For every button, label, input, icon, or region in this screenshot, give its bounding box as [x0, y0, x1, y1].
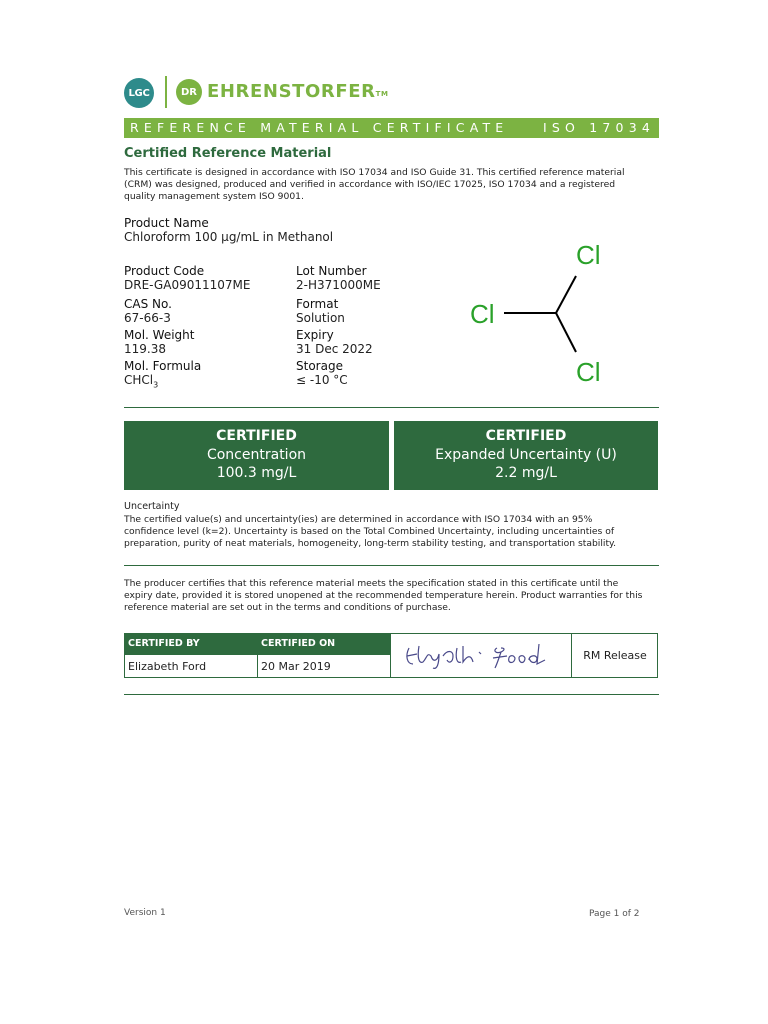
format-label: Format	[296, 297, 339, 311]
uncertainty-text: The certified value(s) and uncertainty(ies) are determined in accordance with ISO 17034 with an 95% confidence level (k=2). Uncertainty is based on the Total Combined Uncertainty, including uncertainties of preparation, purity of neat materials, homogeneity, long-term stability testing, and transportation stability.	[124, 514, 617, 549]
product-name-value: Chloroform 100 µg/mL in Methanol	[124, 230, 334, 244]
certified-by-header: CERTIFIED BY	[125, 634, 258, 654]
concentration-label: Concentration	[206, 447, 307, 463]
bond-bottom	[556, 313, 576, 352]
product-code-value: DRE-GA09011107ME	[124, 278, 251, 292]
mol-formula-label: Mol. Formula	[124, 359, 202, 373]
atom-cl-bottom: Cl	[576, 357, 601, 387]
concentration-value: 100.3 mg/L	[216, 465, 297, 481]
brand-name	[207, 79, 389, 105]
certified-on-value: 20 Mar 2019	[258, 654, 390, 678]
signature-first-name	[407, 646, 481, 668]
producer-statement: The producer certifies that this reference material meets the specification stated in this certificate until the expiry date, provided it is stored unopened at the recommended temperature herein. Product warranties for this reference material are set out in the terms and conditions of purchase.	[124, 578, 643, 613]
banner-standard: ISO 17034	[543, 120, 655, 135]
certified-by-value: Elizabeth Ford	[125, 654, 258, 678]
mol-weight-value: 119.38	[124, 342, 166, 356]
uncertainty-title: Uncertainty	[124, 501, 180, 512]
rm-release: RM Release	[583, 649, 647, 662]
dr-badge-logo: DR	[176, 79, 202, 105]
certified-uncertainty-box	[394, 421, 658, 490]
table-divider-1	[257, 634, 258, 677]
expiry-label: Expiry	[296, 328, 334, 342]
lot-number-label: Lot Number	[296, 264, 367, 278]
lot-number-value: 2-H371000ME	[296, 278, 381, 292]
banner-title: REFERENCE MATERIAL CERTIFICATE	[130, 120, 509, 135]
formula-subscript: 3	[153, 380, 159, 390]
storage-label: Storage	[296, 359, 343, 373]
divider-middle	[124, 565, 659, 566]
certified-concentration-box	[124, 421, 389, 490]
certified-title-left: CERTIFIED	[216, 428, 297, 444]
footer-version: Version 1	[124, 908, 166, 918]
certificate-banner	[124, 118, 659, 138]
uncertainty-value: 2.2 mg/L	[495, 465, 557, 481]
footer-page: Page 1 of 2	[589, 909, 640, 919]
formula-main: CHCl	[124, 373, 154, 387]
uncertainty-label: Expanded Uncertainty (U)	[435, 447, 617, 463]
signoff-table	[124, 633, 658, 678]
trademark-mark: TM	[375, 90, 389, 98]
cas-value: 67-66-3	[124, 311, 171, 325]
certified-title-right: CERTIFIED	[485, 428, 567, 444]
signature	[397, 638, 565, 674]
certified-on-header: CERTIFIED ON	[258, 634, 390, 654]
expiry-value: 31 Dec 2022	[296, 342, 373, 356]
lgc-logo: LGC	[124, 78, 154, 108]
atom-cl-left: Cl	[470, 299, 495, 329]
intro-text: This certificate is designed in accordance with ISO 17034 and ISO Guide 31. This certified reference material (CRM) was designed, produced and verified in accordance with ISO/IEC 17025, ISO 17034 and a registered quality management system ISO 9001.	[124, 167, 625, 202]
logo-divider	[165, 76, 167, 108]
signature-last-name	[493, 644, 545, 668]
product-name-label: Product Name	[124, 216, 209, 230]
mol-weight-label: Mol. Weight	[124, 328, 195, 342]
divider-bottom	[124, 694, 659, 695]
atom-cl-top: Cl	[576, 240, 601, 270]
mol-formula-value	[124, 373, 158, 392]
format-value: Solution	[296, 311, 345, 325]
table-divider-2	[390, 634, 391, 677]
product-code-label: Product Code	[124, 264, 205, 278]
brand-text: EHRENSTORFER	[207, 81, 376, 102]
divider-top	[124, 407, 659, 408]
bond-top	[556, 276, 576, 313]
cas-label: CAS No.	[124, 297, 172, 311]
section-title-crm: Certified Reference Material	[124, 146, 332, 161]
chloroform-structure	[460, 236, 620, 396]
storage-value: ≤ -10 °C	[296, 373, 348, 387]
